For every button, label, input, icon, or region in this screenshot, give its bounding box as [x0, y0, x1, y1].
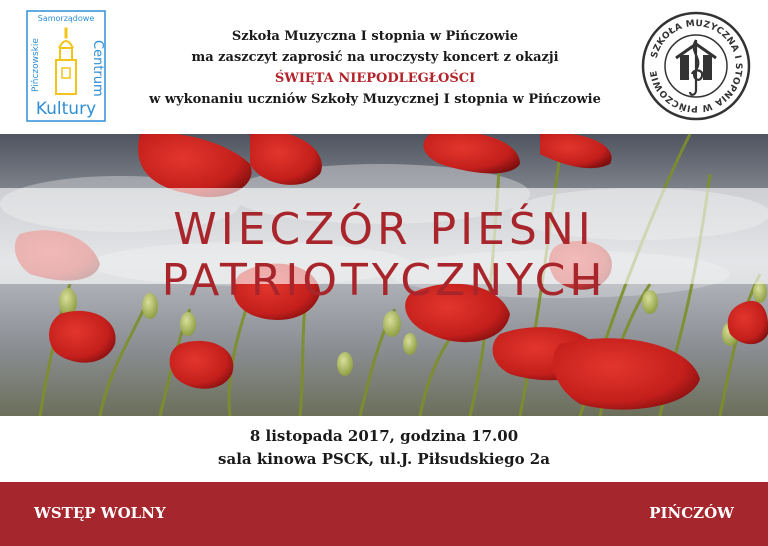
logo-text-top: Samorządowe [37, 14, 95, 23]
footer-bar [0, 482, 768, 546]
school-name: Szkoła Muzyczna I stopnia w Pińczowie [231, 29, 519, 44]
invitation-text [120, 26, 630, 110]
music-school-seal [640, 10, 752, 122]
concert-title: WIECZÓR PIEŚNI PATRIOTYCZNYCH [161, 204, 607, 306]
free-entry-label: WSTĘP WOLNY [34, 504, 166, 522]
city-label: PIŃCZÓW [649, 504, 734, 522]
tower-icon [56, 28, 76, 94]
event-details [0, 425, 768, 471]
seal-ring-text: SZKOŁA MUZYCZNA I STOPNIA W PIŃCZOWIE [649, 18, 744, 114]
holiday-name: ŚWIĘTA NIEPODLEGŁOŚCI [274, 71, 476, 86]
performers-line: w wykonaniu uczniów Szkoły Muzycznej I stopnia w Pińczowie [149, 92, 601, 107]
invitation-line: ma zaszczyt zaprosić na uroczysty koncert z okazji [191, 50, 559, 65]
logo-text-right: Centrum [90, 40, 105, 97]
logo-text-left: Pińczowskie [31, 38, 41, 92]
logo-text-bottom: Kultury [35, 99, 97, 119]
centrum-kultury-logo [26, 10, 106, 122]
event-date-time: 8 listopada 2017, godzina 17.00 [249, 427, 519, 445]
event-venue: sala kinowa PSCK, ul.J. Piłsudskiego 2a [218, 450, 550, 468]
header [0, 0, 768, 134]
